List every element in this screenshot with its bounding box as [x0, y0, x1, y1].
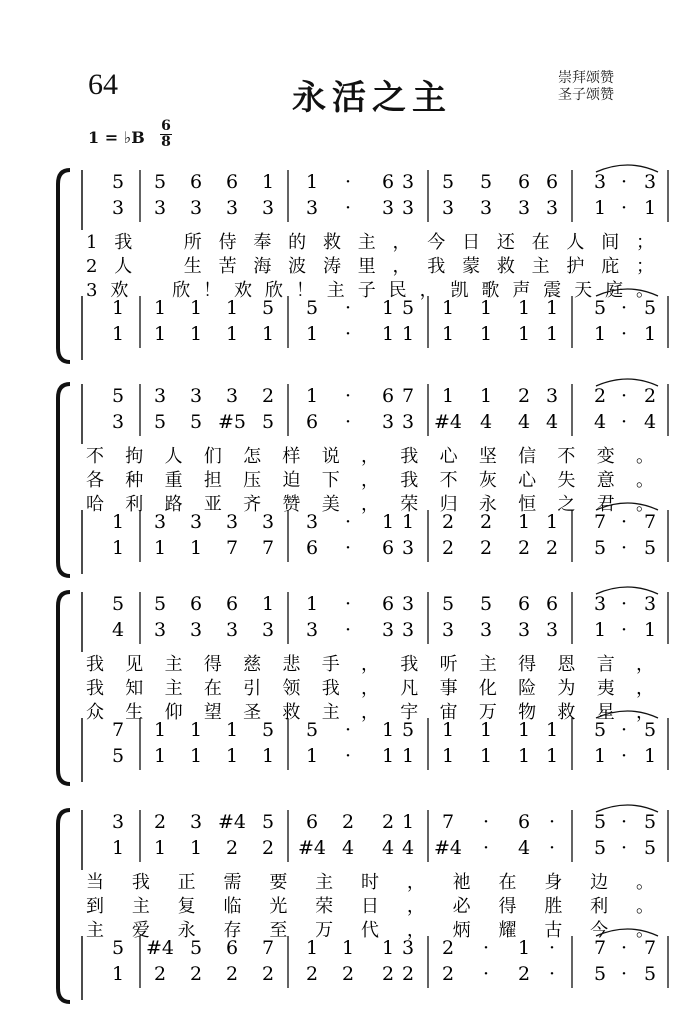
note: 4 — [643, 411, 657, 433]
note: 1 — [305, 385, 319, 407]
system-bracket — [58, 170, 70, 362]
note: 1 — [305, 171, 319, 193]
note: 5 — [479, 171, 493, 193]
rhythm-dot: · — [620, 937, 628, 959]
lyric-line: 我见主得慈悲手，我听主得恩言， — [86, 654, 654, 675]
note: 1 — [381, 745, 395, 767]
rhythm-dot: · — [620, 297, 628, 319]
note: 3 — [479, 619, 493, 641]
note: 1 — [545, 745, 559, 767]
rhythm-dot: · — [620, 411, 628, 433]
system-bracket — [58, 810, 70, 1002]
note: 6 — [225, 593, 239, 615]
note: 1 — [479, 385, 493, 407]
note: 5 — [401, 297, 415, 319]
note: 6 — [189, 171, 203, 193]
rhythm-dot: · — [620, 171, 628, 193]
note: 1 — [153, 323, 167, 345]
note: 5 — [189, 411, 203, 433]
note: 2 — [225, 837, 239, 859]
note: 3 — [225, 385, 239, 407]
note: 3 — [517, 197, 531, 219]
note: 1 — [517, 323, 531, 345]
note: #4 — [217, 811, 247, 833]
note: 3 — [545, 619, 559, 641]
note: 7 — [401, 385, 415, 407]
note: 6 — [517, 171, 531, 193]
note: 7 — [643, 511, 657, 533]
hymn-title: 永活之主 — [292, 78, 452, 118]
rhythm-dot: · — [344, 171, 352, 193]
note: 1 — [401, 323, 415, 345]
note: 2 — [479, 537, 493, 559]
rhythm-dot: · — [482, 963, 490, 985]
rhythm-dot: · — [344, 537, 352, 559]
note: 1 — [261, 593, 275, 615]
note: 2 — [441, 537, 455, 559]
note: 1 — [517, 511, 531, 533]
note: 3 — [153, 511, 167, 533]
note: 5 — [441, 593, 455, 615]
note: 2 — [593, 385, 607, 407]
note: 2 — [225, 963, 239, 985]
note: 5 — [305, 719, 319, 741]
note: 6 — [381, 537, 395, 559]
note: 7 — [441, 811, 455, 833]
note: 3 — [401, 537, 415, 559]
note: 3 — [111, 197, 125, 219]
note: 2 — [341, 811, 355, 833]
note: 5 — [111, 937, 125, 959]
note: 2 — [261, 837, 275, 859]
note: 5 — [593, 811, 607, 833]
note: 1 — [479, 323, 493, 345]
note: 2 — [441, 937, 455, 959]
note: 5 — [111, 171, 125, 193]
rhythm-dot: · — [344, 593, 352, 615]
lyric-line: 各种重担压迫下，我不灰心失意。 — [86, 470, 654, 491]
note: 3 — [305, 619, 319, 641]
note: 5 — [153, 171, 167, 193]
note: 1 — [305, 593, 319, 615]
note: 4 — [381, 837, 395, 859]
note: 3 — [381, 197, 395, 219]
system-bracket — [58, 384, 70, 576]
note: 1 — [545, 511, 559, 533]
rhythm-dot: · — [344, 511, 352, 533]
note: 1 — [517, 937, 531, 959]
note: 2 — [643, 385, 657, 407]
note: 6 — [305, 411, 319, 433]
lyric-line: 哈利路亚齐赞美，荣归永恒之君。 — [86, 494, 654, 515]
note: 5 — [111, 385, 125, 407]
note: 1 — [401, 811, 415, 833]
note: 1 — [517, 297, 531, 319]
note: 1 — [153, 297, 167, 319]
rhythm-dot: · — [344, 411, 352, 433]
note: 1 — [153, 837, 167, 859]
note: 2 — [381, 963, 395, 985]
note: 3 — [401, 411, 415, 433]
note: 1 — [189, 297, 203, 319]
note: 1 — [593, 197, 607, 219]
note: 2 — [189, 963, 203, 985]
note: 1 — [381, 719, 395, 741]
note: 3 — [381, 619, 395, 641]
note: 3 — [153, 385, 167, 407]
time-numerator: 6 — [161, 118, 171, 134]
lyric-line: 不拘人们怎样说，我心坚信不变。 — [86, 446, 654, 467]
note: 1 — [593, 323, 607, 345]
rhythm-dot: · — [344, 197, 352, 219]
note: 5 — [593, 837, 607, 859]
note: 2 — [261, 385, 275, 407]
note: 3 — [261, 197, 275, 219]
note: 1 — [593, 619, 607, 641]
note: 1 — [441, 385, 455, 407]
note: 1 — [189, 537, 203, 559]
note: 3 — [643, 593, 657, 615]
note: 5 — [189, 937, 203, 959]
hymn-number: 64 — [88, 68, 118, 101]
note: 5 — [643, 719, 657, 741]
note: 7 — [261, 937, 275, 959]
note: #5 — [217, 411, 247, 433]
rhythm-dot: · — [344, 323, 352, 345]
rhythm-dot: · — [548, 811, 556, 833]
note: 3 — [401, 171, 415, 193]
note: 5 — [643, 963, 657, 985]
note: 4 — [111, 619, 125, 641]
rhythm-dot: · — [620, 719, 628, 741]
note: 2 — [517, 385, 531, 407]
note: 1 — [111, 511, 125, 533]
rhythm-dot: · — [548, 937, 556, 959]
note: 4 — [341, 837, 355, 859]
note: 2 — [517, 963, 531, 985]
note: 7 — [225, 537, 239, 559]
note: 5 — [593, 537, 607, 559]
note: 1 — [401, 745, 415, 767]
note: 5 — [111, 593, 125, 615]
note: 7 — [261, 537, 275, 559]
lyric-line: 我知主在引领我，凡事化险为夷， — [86, 678, 654, 699]
note: 2 — [401, 963, 415, 985]
rhythm-dot: · — [344, 385, 352, 407]
rhythm-dot: · — [620, 385, 628, 407]
lyric-line: 众生仰望圣救主，宇宙万物救星， — [86, 702, 654, 723]
rhythm-dot: · — [620, 811, 628, 833]
note: 6 — [305, 537, 319, 559]
note: 5 — [643, 537, 657, 559]
note: 6 — [381, 385, 395, 407]
note: 3 — [189, 619, 203, 641]
note: 1 — [111, 537, 125, 559]
note: 6 — [305, 811, 319, 833]
note: 5 — [261, 811, 275, 833]
rhythm-dot: · — [620, 837, 628, 859]
lyric-line: 主爱永存至万代，炳耀古今。 — [86, 920, 654, 941]
note: 1 — [225, 323, 239, 345]
note: 1 — [111, 963, 125, 985]
note: 1 — [305, 745, 319, 767]
note: 3 — [189, 811, 203, 833]
note: 1 — [441, 745, 455, 767]
note: 3 — [401, 197, 415, 219]
note: 1 — [643, 619, 657, 641]
note: 3 — [479, 197, 493, 219]
note: 7 — [593, 511, 607, 533]
note: 2 — [517, 537, 531, 559]
note: 1 — [381, 297, 395, 319]
rhythm-dot: · — [620, 593, 628, 615]
note: #4 — [433, 837, 463, 859]
note: 6 — [225, 171, 239, 193]
note: 3 — [189, 385, 203, 407]
note: 5 — [261, 297, 275, 319]
note: 1 — [517, 719, 531, 741]
note: 7 — [111, 719, 125, 741]
note: 1 — [479, 719, 493, 741]
note: 3 — [111, 811, 125, 833]
note: 1 — [189, 837, 203, 859]
note: 4 — [517, 837, 531, 859]
note: 3 — [153, 197, 167, 219]
note: 1 — [643, 323, 657, 345]
note: 2 — [261, 963, 275, 985]
note: 1 — [643, 197, 657, 219]
rhythm-dot: · — [620, 745, 628, 767]
note: 3 — [401, 937, 415, 959]
rhythm-dot: · — [344, 297, 352, 319]
note: 1 — [305, 323, 319, 345]
rhythm-dot: · — [620, 511, 628, 533]
note: #4 — [297, 837, 327, 859]
note: 4 — [479, 411, 493, 433]
note: 1 — [225, 297, 239, 319]
note: 6 — [189, 593, 203, 615]
note: 1 — [189, 745, 203, 767]
note: 3 — [225, 197, 239, 219]
note: 3 — [305, 511, 319, 533]
note: 6 — [381, 593, 395, 615]
category-label-1: 崇拜颂赞 — [558, 70, 614, 86]
note: 3 — [189, 197, 203, 219]
note: 4 — [401, 837, 415, 859]
note: 2 — [381, 811, 395, 833]
note: 5 — [153, 593, 167, 615]
lyric-line: 1我 所侍奉的救主，今日还在人间； — [86, 232, 654, 253]
note: 3 — [545, 385, 559, 407]
rhythm-dot: · — [620, 619, 628, 641]
lyric-line: 2人 生苦海波涛里，我蒙救主护庇； — [86, 256, 654, 277]
note: 5 — [643, 837, 657, 859]
note: 4 — [517, 411, 531, 433]
note: #4 — [433, 411, 463, 433]
note: 1 — [225, 719, 239, 741]
note: 1 — [545, 323, 559, 345]
rhythm-dot: · — [620, 963, 628, 985]
note: 3 — [225, 619, 239, 641]
note: 5 — [261, 411, 275, 433]
note: 1 — [261, 171, 275, 193]
note: 5 — [643, 297, 657, 319]
note: 3 — [305, 197, 319, 219]
note: 5 — [153, 411, 167, 433]
note: #4 — [145, 937, 175, 959]
note: 5 — [401, 719, 415, 741]
note: 5 — [593, 297, 607, 319]
note: 1 — [479, 745, 493, 767]
note: 6 — [517, 811, 531, 833]
category-label-2: 圣子颂赞 — [558, 87, 614, 103]
note: 2 — [545, 537, 559, 559]
note: 3 — [261, 511, 275, 533]
note: 6 — [545, 593, 559, 615]
note: 1 — [517, 745, 531, 767]
note: 1 — [111, 297, 125, 319]
note: 6 — [381, 171, 395, 193]
note: 3 — [643, 171, 657, 193]
rhythm-dot: · — [344, 719, 352, 741]
note: 2 — [153, 811, 167, 833]
note: 2 — [441, 963, 455, 985]
note: 1 — [381, 511, 395, 533]
note: 1 — [153, 719, 167, 741]
note: 7 — [593, 937, 607, 959]
note: 5 — [643, 811, 657, 833]
time-denominator: 8 — [161, 134, 171, 150]
rhythm-dot: · — [548, 963, 556, 985]
note: 1 — [189, 323, 203, 345]
note: 4 — [593, 411, 607, 433]
note: 1 — [153, 745, 167, 767]
note: 1 — [111, 837, 125, 859]
note: 1 — [261, 323, 275, 345]
note: 1 — [401, 511, 415, 533]
note: 1 — [225, 745, 239, 767]
note: 3 — [593, 171, 607, 193]
note: 2 — [305, 963, 319, 985]
note: 3 — [401, 593, 415, 615]
note: 6 — [545, 171, 559, 193]
note: 1 — [545, 719, 559, 741]
note: 3 — [593, 593, 607, 615]
note: 1 — [305, 937, 319, 959]
note: 1 — [381, 323, 395, 345]
note: 3 — [153, 619, 167, 641]
note: 1 — [381, 937, 395, 959]
note: 5 — [111, 745, 125, 767]
note: 1 — [341, 937, 355, 959]
rhythm-dot: · — [620, 323, 628, 345]
rhythm-dot: · — [482, 811, 490, 833]
note: 4 — [545, 411, 559, 433]
note: 3 — [545, 197, 559, 219]
note: 1 — [153, 537, 167, 559]
note: 3 — [111, 411, 125, 433]
note: 5 — [305, 297, 319, 319]
note: 1 — [479, 297, 493, 319]
note: 1 — [111, 323, 125, 345]
note: 3 — [381, 411, 395, 433]
note: 5 — [441, 171, 455, 193]
rhythm-dot: · — [620, 537, 628, 559]
rhythm-dot: · — [344, 745, 352, 767]
note: 2 — [441, 511, 455, 533]
note: 1 — [441, 297, 455, 319]
key-signature: 1 = ♭B — [88, 128, 145, 147]
note: 2 — [153, 963, 167, 985]
note: 3 — [517, 619, 531, 641]
note: 6 — [225, 937, 239, 959]
note: 5 — [593, 963, 607, 985]
note: 3 — [189, 511, 203, 533]
rhythm-dot: · — [344, 619, 352, 641]
rhythm-dot: · — [482, 937, 490, 959]
note: 3 — [225, 511, 239, 533]
note: 3 — [401, 619, 415, 641]
note: 1 — [261, 745, 275, 767]
rhythm-dot: · — [548, 837, 556, 859]
note: 1 — [643, 745, 657, 767]
rhythm-dot: · — [482, 837, 490, 859]
note: 2 — [341, 963, 355, 985]
note: 3 — [441, 197, 455, 219]
note: 3 — [441, 619, 455, 641]
rhythm-dot: · — [620, 197, 628, 219]
note: 1 — [441, 719, 455, 741]
note: 1 — [545, 297, 559, 319]
note: 6 — [517, 593, 531, 615]
note: 7 — [643, 937, 657, 959]
lyric-line: 当我正需要主时，祂在身边。 — [86, 872, 654, 893]
note: 1 — [441, 323, 455, 345]
note: 5 — [593, 719, 607, 741]
note: 5 — [261, 719, 275, 741]
note: 1 — [189, 719, 203, 741]
lyric-line: 到主复临光荣日，必得胜利。 — [86, 896, 654, 917]
note: 1 — [593, 745, 607, 767]
system-bracket — [58, 592, 70, 784]
note: 3 — [261, 619, 275, 641]
note: 5 — [479, 593, 493, 615]
lyric-line: 3欢 欣！欢欣！主子民，凯歌声震天庭。 — [86, 280, 654, 301]
note: 2 — [479, 511, 493, 533]
